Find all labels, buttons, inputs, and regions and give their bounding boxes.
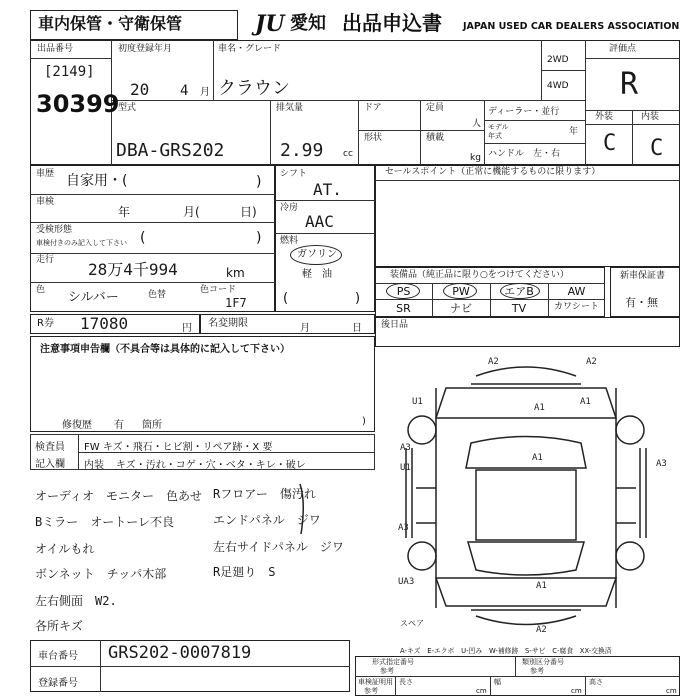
damage-diagram <box>376 348 680 640</box>
load-label: 積載 <box>426 133 445 143</box>
damage-mark: UA3 <box>398 577 415 587</box>
repair-label: 修復歴 <box>62 420 92 431</box>
cert-label-2: 参考 <box>364 687 378 695</box>
damage-mark: A3 <box>400 443 411 453</box>
drive-4wd: 4WD <box>547 81 569 91</box>
displacement-value: 2.99 <box>280 140 324 161</box>
exterior-label: 外装 <box>595 112 614 122</box>
ac-value: AAC <box>305 212 334 231</box>
inspector-row-1: FW キズ・飛石・ヒビ割・リペア跡・X 要 <box>84 442 273 453</box>
first-registration-month-unit: 月 <box>200 87 210 98</box>
name-change-month: 月 <box>300 323 310 334</box>
first-registration-month: 4 <box>180 83 189 99</box>
capacity-unit: 人 <box>472 119 482 129</box>
equipment-tv: TV <box>511 302 527 315</box>
receipt-note: 車検付きのみ記入して下さい <box>36 239 127 247</box>
mileage-value: 28万4千994 <box>88 260 178 279</box>
frame-label: 車台番号 <box>38 651 78 662</box>
ac-label: 冷房 <box>280 203 299 213</box>
drive-2wd: 2WD <box>547 55 569 65</box>
first-registration-year: 20 <box>130 80 150 99</box>
equipment-airbag: エアB <box>504 285 534 298</box>
model-year-label-1: モデル <box>488 123 509 131</box>
rating-label: 評価点 <box>609 44 637 54</box>
note-bracket-mark <box>296 482 310 537</box>
color-code-label: 色コード <box>200 285 237 295</box>
handle-label: ハンドル 左・右 <box>488 149 561 159</box>
damage-mark: A1 <box>536 581 547 591</box>
ju-logo: JU <box>255 11 285 37</box>
dealer-label: ディーラー・並行 <box>488 107 560 117</box>
model-value: DBA-GRS202 <box>116 140 225 161</box>
doors-label: ドア <box>364 103 382 113</box>
shape-label: 形状 <box>364 133 383 143</box>
history-value: 自家用・( <box>66 173 128 189</box>
fuel-diesel: 軽 油 <box>302 269 332 280</box>
inspection-year: 年 <box>118 205 131 219</box>
equipment-leather: カワシート <box>553 302 599 312</box>
equipment-sr: SR <box>396 302 411 315</box>
name-change-day: 日 <box>352 323 362 334</box>
car-name-value: クラウン <box>218 78 290 99</box>
inspector-label-1: 検査員 <box>35 442 65 453</box>
damage-mark: A3 <box>656 459 667 469</box>
notes-close: ) <box>362 416 366 427</box>
shift-value: AT. <box>313 180 342 199</box>
damage-mark: A1 <box>534 403 545 413</box>
note-line: ボンネット チッパ木部 <box>35 567 167 581</box>
model-year-unit: 年 <box>569 127 579 137</box>
height-unit: cm <box>666 687 677 695</box>
form-title: 出品申込書 <box>342 11 442 35</box>
width-unit: cm <box>571 687 582 695</box>
lot-bracket-number: [2149] <box>44 64 95 80</box>
association-name: 愛知 <box>290 13 326 34</box>
height-label: 高さ <box>589 678 603 686</box>
inspection-month: 月( <box>183 205 200 219</box>
note-line: オーディオ モニター 色あせ <box>35 489 203 503</box>
shift-label: シフト <box>280 169 308 179</box>
interior-grade: C <box>650 136 664 161</box>
fuel-open: ( <box>283 291 289 306</box>
inspector-label-2: 記入欄 <box>35 459 65 470</box>
inspector-row-2: キズ・汚れ・コゲ・穴・ベタ・キレ・破レ <box>116 460 306 471</box>
note-line: Rフロアー 傷汚れ <box>213 487 316 501</box>
length-unit: cm <box>476 687 487 695</box>
equipment-pw: PW <box>452 285 470 298</box>
history-label: 車歴 <box>36 169 55 179</box>
diagram-legend: A-キズ E-エクボ U-凹み W-補修跡 S-サビ C-腐食 XX-交換済 <box>400 647 612 655</box>
name-change-label: 名変期限 <box>208 318 248 329</box>
damage-mark: A2 <box>536 625 547 635</box>
damage-mark: A2 <box>586 357 597 367</box>
warranty-yes-no: 有・無 <box>625 296 658 309</box>
interior-label: 内装 <box>641 112 660 122</box>
load-unit: kg <box>470 153 481 163</box>
model-spec-label: 形式指定番号 <box>372 658 414 666</box>
note-line: R足廻り S <box>213 565 276 579</box>
damage-mark: A1 <box>580 397 591 407</box>
note-line: エンドパネル ジワ <box>213 513 321 527</box>
capacity-label: 定員 <box>426 103 445 113</box>
equipment-ps: PS <box>396 285 411 298</box>
association-subtitle: JAPAN USED CAR DEALERS ASSOCIATION <box>463 21 680 32</box>
repair-place: 箇所 <box>142 420 162 431</box>
airbag-circle <box>500 283 540 299</box>
equipment-label: 装備品（純正品に限り○をつけてください） <box>390 270 569 280</box>
repair-value: 有 <box>114 420 124 431</box>
fuel-label: 燃料 <box>280 236 299 246</box>
lot-label: 出品番号 <box>37 44 74 54</box>
inspection-day: 日) <box>240 205 257 219</box>
recycle-value: 17080 <box>80 314 129 333</box>
pw-circle <box>443 283 477 299</box>
model-year-label-2: 年式 <box>488 132 502 140</box>
color-value: シルバー <box>68 290 119 305</box>
warranty-label: 新車保証書 <box>620 271 666 281</box>
aftermarket-block <box>375 317 680 347</box>
ps-circle <box>386 283 420 299</box>
category-ref: 参考 <box>530 667 544 675</box>
lot-number: 30399 <box>36 90 120 118</box>
note-line: Bミラー オートーレ不良 <box>35 515 174 529</box>
damage-mark: A2 <box>488 357 499 367</box>
equipment-navi: ナビ <box>450 302 472 315</box>
frame-value: GRS202-0007819 <box>108 643 252 663</box>
color-change-label: 色替 <box>148 290 167 300</box>
inspection-label: 車検 <box>36 197 55 207</box>
model-label: 型式 <box>118 103 137 113</box>
damage-mark: A3 <box>398 523 409 533</box>
fuel-gasoline: ガソリン <box>297 249 337 260</box>
note-line: 各所キズ <box>35 619 83 633</box>
color-label: 色 <box>36 285 46 295</box>
spare-label: スペア <box>400 619 424 628</box>
equipment-aw: AW <box>567 285 586 298</box>
damage-mark: U1 <box>400 463 411 473</box>
receipt-close: ) <box>256 230 262 246</box>
displacement-unit: cc <box>343 149 353 159</box>
exterior-grade: C <box>603 131 617 156</box>
aftermarket-label: 後日品 <box>381 320 409 330</box>
receipt-label: 受検形態 <box>36 225 73 235</box>
plate-label: 登録番号 <box>38 678 78 689</box>
sales-point-label: セールスポイント（正常に機能するものに限ります） <box>385 167 601 177</box>
damage-mark: A1 <box>532 453 543 463</box>
fuel-close: ) <box>355 291 361 306</box>
length-label: 長さ <box>399 678 413 686</box>
recycle-label: R券 <box>37 318 54 329</box>
recycle-unit: 円 <box>182 323 192 334</box>
note-line: 左右サイドパネル ジワ <box>213 540 344 554</box>
width-label: 幅 <box>494 678 501 686</box>
car-name-label: 車名・グレード <box>218 44 282 54</box>
displacement-label: 排気量 <box>276 103 304 113</box>
damage-mark: U1 <box>412 397 423 407</box>
color-code-value: 1F7 <box>225 296 247 310</box>
note-line: オイルもれ <box>35 542 95 556</box>
mileage-label: 走行 <box>36 255 55 265</box>
inspector-row-2-label: 内装 <box>84 460 104 471</box>
category-label: 類別区分番号 <box>522 658 564 666</box>
model-spec-ref: 参考 <box>380 667 394 675</box>
note-line: 左右側面 W2. <box>35 594 117 608</box>
notes-label: 注意事項申告欄（不具合等は具体的に記入して下さい） <box>40 344 290 355</box>
storage-stamp: 車内保管・守衛保管 <box>38 14 183 33</box>
receipt-open: ( <box>140 230 146 246</box>
cert-label-1: 車検証明用 <box>358 678 393 686</box>
history-close: ) <box>256 174 262 190</box>
rating-value: R <box>620 67 639 102</box>
first-registration-label: 初度登録年月 <box>118 44 173 54</box>
mileage-unit: km <box>226 266 245 280</box>
